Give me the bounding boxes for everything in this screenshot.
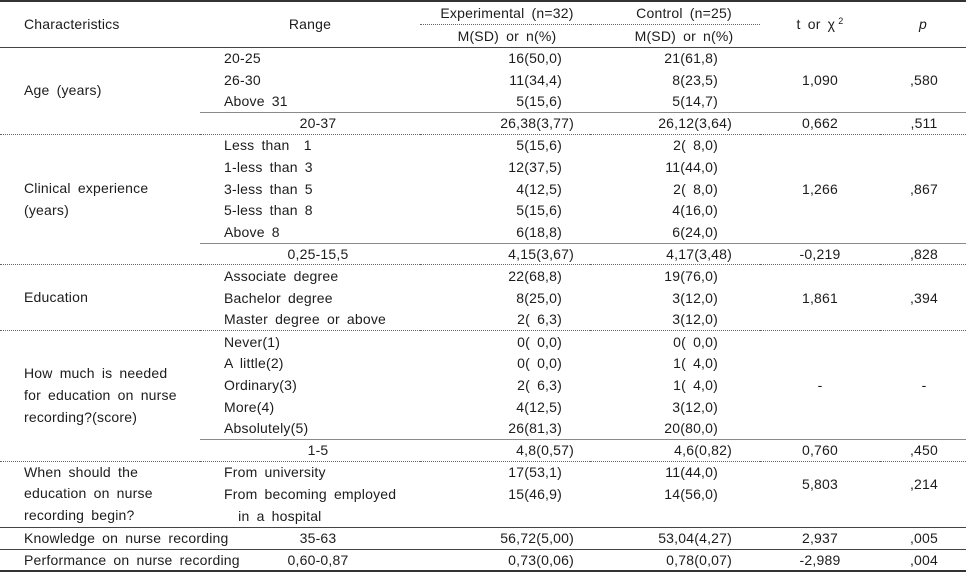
control-value: 0( 0,0) bbox=[590, 330, 760, 352]
range-cell: Associate degree bbox=[200, 265, 420, 287]
control-value: 0,78(0,07) bbox=[590, 549, 760, 571]
summary-range: 0,25-15,5 bbox=[200, 243, 420, 265]
experimental-value: 22(68,8) bbox=[420, 265, 590, 287]
control-value: 3(12,0) bbox=[672, 398, 718, 415]
experimental-value: 5(15,6) bbox=[516, 202, 562, 219]
range-cell: Absolutely(5) bbox=[224, 420, 309, 437]
experimental-value: 17(53,1) bbox=[420, 461, 590, 483]
header-statistic-label: t or χ bbox=[796, 16, 836, 33]
experimental-value: 4(12,5) bbox=[516, 180, 562, 197]
range-cell: 3-less than 5 bbox=[224, 180, 313, 197]
control-value: 2( 8,0) bbox=[673, 180, 718, 197]
range-cell: From university bbox=[200, 461, 420, 483]
range-cell: 35-63 bbox=[200, 528, 420, 550]
knowledge-label: Knowledge on nurse recording bbox=[0, 528, 200, 550]
control-value: 11(44,0) bbox=[665, 158, 718, 175]
range-cell: From becoming employed bbox=[224, 486, 397, 503]
range-cell: in a hospital bbox=[224, 508, 322, 525]
experimental-value: 2( 6,3) bbox=[517, 376, 562, 393]
education-need-label-line: recording?(score) bbox=[24, 408, 138, 425]
control-value: 14(56,0) bbox=[664, 486, 718, 503]
p-value: - bbox=[880, 330, 966, 439]
summary-experimental-value: 4,15(3,67) bbox=[420, 243, 590, 265]
range-cell: 1-less than 3 bbox=[224, 158, 313, 175]
summary-p-value: ,828 bbox=[880, 243, 966, 265]
experimental-value: 15(46,9) bbox=[508, 486, 562, 503]
experimental-value: 2( 6,3) bbox=[517, 311, 562, 328]
statistic-value: -2,989 bbox=[760, 549, 880, 571]
summary-p-value: ,450 bbox=[880, 439, 966, 461]
statistic-value: 1,266 bbox=[760, 134, 880, 243]
experimental-value: 11(34,4) bbox=[509, 71, 562, 88]
experimental-value: 0,73(0,06) bbox=[420, 549, 590, 571]
empty-cell bbox=[590, 505, 760, 527]
range-cell: Master degree or above bbox=[224, 311, 387, 328]
statistic-value: 2,937 bbox=[760, 528, 880, 550]
range-cell: Ordinary(3) bbox=[224, 376, 297, 393]
empty-cell bbox=[760, 505, 880, 527]
control-value: 8(23,5) bbox=[672, 71, 718, 88]
header-experimental-measure: M(SD) or n(%) bbox=[420, 24, 590, 47]
p-value: ,867 bbox=[880, 134, 966, 243]
experimental-value: 6(18,8) bbox=[516, 224, 562, 241]
empty-cell bbox=[880, 505, 966, 527]
range-cell: Bachelor degree bbox=[224, 289, 333, 306]
education-timing-label-cell bbox=[0, 461, 200, 527]
range-cell: Above 8 bbox=[224, 224, 280, 241]
experimental-value: 0( 0,0) bbox=[517, 355, 562, 372]
range-cell: 5-less than 8 bbox=[224, 202, 313, 219]
summary-statistic-value: 0,760 bbox=[760, 439, 880, 461]
control-value: 19(76,0) bbox=[590, 265, 760, 287]
summary-p-value: ,511 bbox=[880, 112, 966, 134]
range-cell: 20-25 bbox=[224, 50, 261, 67]
performance-label: Performance on nurse recording bbox=[0, 549, 200, 571]
summary-experimental-value: 4,8(0,57) bbox=[420, 439, 590, 461]
education-label-cell bbox=[0, 265, 200, 330]
clinical-experience-label: Clinical experience bbox=[24, 179, 149, 196]
summary-experimental-value: 26,38(3,77) bbox=[420, 112, 590, 134]
table-row bbox=[0, 528, 966, 550]
header-experimental: Experimental (n=32) bbox=[420, 1, 590, 24]
experimental-value: 5(15,6) bbox=[516, 93, 562, 110]
control-value: 1( 4,0) bbox=[673, 376, 718, 393]
control-value: 5(14,7) bbox=[672, 93, 718, 110]
header-statistic-superscript: 2 bbox=[838, 15, 844, 26]
education-timing-label-line: recording begin? bbox=[24, 507, 135, 524]
summary-control-value: 4,17(3,48) bbox=[590, 243, 760, 265]
control-value: 11(44,0) bbox=[590, 461, 760, 483]
range-cell: 0,60-0,87 bbox=[200, 549, 420, 571]
experimental-value: 5(15,6) bbox=[420, 134, 590, 156]
table-row bbox=[0, 549, 966, 571]
experimental-value: 12(37,5) bbox=[508, 158, 562, 175]
header-p: p bbox=[880, 1, 966, 47]
control-value: 4(16,0) bbox=[672, 202, 718, 219]
table-row bbox=[0, 47, 966, 69]
header-range: Range bbox=[200, 1, 420, 47]
range-cell: Above 31 bbox=[224, 93, 288, 110]
statistic-value: - bbox=[760, 330, 880, 439]
summary-range: 20-37 bbox=[200, 112, 420, 134]
summary-statistic-value: -0,219 bbox=[760, 243, 880, 265]
table-row bbox=[0, 265, 966, 287]
control-value: 3(12,0) bbox=[672, 289, 718, 306]
p-value: ,580 bbox=[909, 71, 939, 88]
control-value: 21(61,8) bbox=[664, 50, 718, 67]
education-need-label-line: for education on nurse bbox=[24, 386, 177, 403]
header-control: Control (n=25) bbox=[590, 1, 760, 24]
header-row bbox=[0, 1, 966, 24]
range-cell: A little(2) bbox=[224, 355, 284, 372]
education-label: Education bbox=[24, 288, 89, 305]
header-control-measure: M(SD) or n(%) bbox=[590, 24, 760, 47]
summary-control-value: 26,12(3,64) bbox=[590, 112, 760, 134]
control-value: 2( 8,0) bbox=[590, 134, 760, 156]
experimental-value: 56,72(5,00) bbox=[420, 528, 590, 550]
range-cell: Less than 1 bbox=[200, 134, 420, 156]
empty-cell bbox=[420, 505, 590, 527]
p-value: ,004 bbox=[880, 549, 966, 571]
summary-range: 1-5 bbox=[200, 439, 420, 461]
summary-control-value: 4,6(0,82) bbox=[590, 439, 760, 461]
statistic-value: 5,803 bbox=[760, 461, 880, 505]
control-value: 3(12,0) bbox=[672, 311, 718, 328]
range-cell: Never(1) bbox=[200, 330, 420, 352]
statistic-value: 1,090 bbox=[801, 71, 839, 88]
age-label-cell bbox=[0, 47, 200, 134]
control-value: 6(24,0) bbox=[672, 224, 718, 241]
range-cell: More(4) bbox=[224, 398, 275, 415]
age-label: Age (years) bbox=[24, 81, 102, 98]
p-value: ,394 bbox=[880, 265, 966, 330]
table-header bbox=[0, 1, 966, 47]
table-row bbox=[0, 461, 966, 483]
header-statistic bbox=[760, 1, 880, 47]
p-value: ,005 bbox=[880, 528, 966, 550]
statistic-value: 1,861 bbox=[760, 265, 880, 330]
education-timing-label-line: education on nurse bbox=[24, 485, 153, 502]
range-cell: 26-30 bbox=[224, 71, 261, 88]
clinical-experience-label-cell bbox=[0, 134, 200, 265]
education-need-label-cell bbox=[0, 330, 200, 461]
control-value: 20(80,0) bbox=[664, 420, 718, 437]
clinical-experience-label-unit: (years) bbox=[24, 201, 69, 218]
education-timing-label-line: When should the bbox=[24, 463, 139, 480]
experimental-value: 16(50,0) bbox=[508, 50, 562, 67]
experimental-value: 4(12,5) bbox=[516, 398, 562, 415]
p-value: ,214 bbox=[880, 461, 966, 505]
experimental-value: 8(25,0) bbox=[516, 289, 562, 306]
summary-statistic-value: 0,662 bbox=[760, 112, 880, 134]
control-value: 53,04(4,27) bbox=[590, 528, 760, 550]
table-row bbox=[0, 330, 966, 352]
table-row bbox=[0, 134, 966, 156]
control-value: 1( 4,0) bbox=[673, 355, 718, 372]
header-characteristics: Characteristics bbox=[0, 1, 200, 47]
table-body bbox=[0, 47, 966, 571]
education-need-label-line: How much is needed bbox=[24, 365, 168, 382]
experimental-value: 0( 0,0) bbox=[420, 330, 590, 352]
experimental-value: 26(81,3) bbox=[508, 420, 562, 437]
